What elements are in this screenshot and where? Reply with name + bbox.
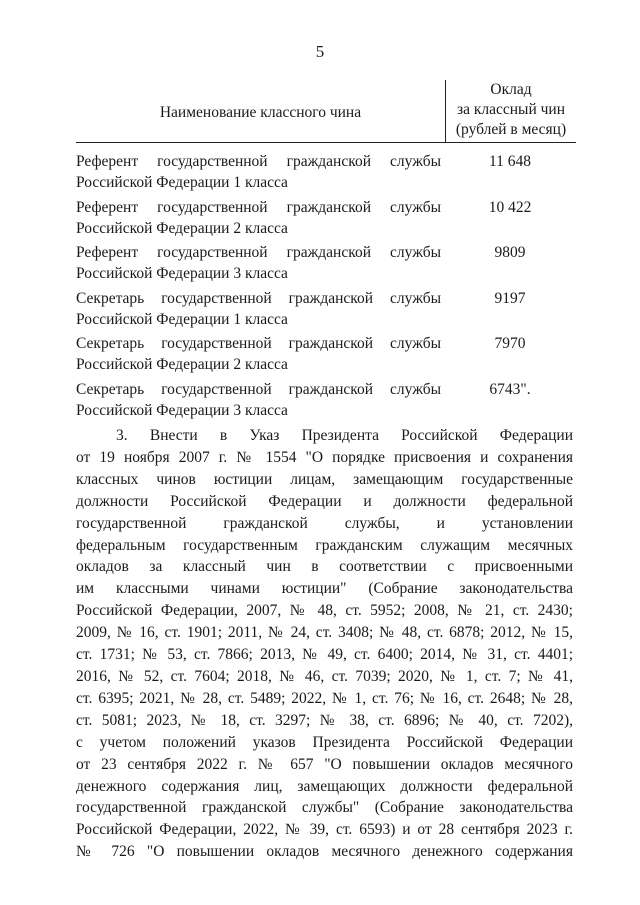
paragraph-line: ст. 1731; № 53, ст. 7866; 2013, № 49, ст. 6400; 2014, № 31, ст. 4401; <box>76 646 573 664</box>
header-salary-line: (рублей в месяц) <box>455 121 567 138</box>
paragraph-line: окладов за классный чин в соответствии с присвоенными <box>76 558 573 576</box>
salary-value: 11 648 <box>488 153 532 170</box>
paragraph-line: федеральным государственным гражданским служащим месячных <box>76 536 573 554</box>
rank-name-line: Референт государственной гражданской службы <box>76 244 441 261</box>
table-body <box>76 151 576 424</box>
rank-name-line: Российской Федерации 3 класса <box>76 265 288 282</box>
paragraph-line: с учетом положений указов Президента Российской Федерации <box>76 733 573 751</box>
paragraph-line: должности Российской Федерации и должности федеральной <box>76 492 573 510</box>
table-row <box>76 151 576 197</box>
rank-name-line: Российской Федерации 3 класса <box>76 401 288 419</box>
header-salary-line: Оклад <box>490 81 532 98</box>
table-row <box>76 333 576 379</box>
header-rank-name: Наименование классного чина <box>159 104 362 121</box>
paragraph-line: от 23 сентября 2022 г. № 657 "О повышении окладов месячного <box>76 755 573 773</box>
rank-name <box>76 288 441 330</box>
salary-value: 9197 <box>494 289 526 307</box>
paragraph-line: от 19 ноября 2007 г. № 1554 "О порядке присвоения и сохранения <box>76 448 573 466</box>
decree-paragraph <box>76 425 573 863</box>
paragraph-line: 2016, № 52, ст. 7604; 2018, № 46, ст. 7039; 2020, № 1, ст. 7; № 41, <box>76 667 573 685</box>
paragraph-line: классных чинов юстиции лицам, замещающим государственные <box>76 470 573 488</box>
paragraph-line: Российской Федерации, 2022, № 39, ст. 6593) и от 28 сентября 2023 г. <box>76 821 573 839</box>
rank-name-line: Секретарь государственной гражданской службы <box>76 380 441 398</box>
rank-name <box>76 379 441 421</box>
rank-name-line: Референт государственной гражданской службы <box>76 153 441 170</box>
paragraph-line: 3. Внести в Указ Президента Российской Федерации <box>116 427 573 444</box>
rank-name <box>76 151 441 193</box>
paragraph-line: им классными чинами юстиции" (Собрание законодательства <box>76 580 573 598</box>
salary-value: 7970 <box>494 335 526 352</box>
paragraph-line: ст. 6395; 2021, № 28, ст. 5489; 2022, № 1, ст. 76; № 16, ст. 2648; № 28, <box>76 689 573 707</box>
rank-name-line: Секретарь государственной гражданской службы <box>76 289 441 307</box>
rank-name-line: Референт государственной гражданской службы <box>76 198 441 216</box>
rank-name-line: Российской Федерации 1 класса <box>76 310 288 328</box>
paragraph-line: денежного содержания лиц, замещающих должности федеральной <box>76 777 573 795</box>
paragraph-line: 2009, № 16, ст. 1901; 2011, № 24, ст. 3408; № 48, ст. 6878; 2012, № 15, <box>76 624 573 642</box>
table-row <box>76 197 576 243</box>
salary-value: 6743". <box>489 380 531 398</box>
rank-name <box>76 197 441 239</box>
header-salary-line: за классный чин <box>456 101 566 118</box>
paragraph-line: Российской Федерации, 2007, № 48, ст. 5952; 2008, № 21, ст. 2430; <box>76 602 573 620</box>
paragraph-line: государственной гражданской службы" (Собрание законодательства <box>76 799 573 817</box>
paragraph-line: государственной гражданской службы, и установлении <box>76 514 573 532</box>
table-row <box>76 242 576 288</box>
rank-name-line: Российской Федерации 2 класса <box>76 356 288 373</box>
table-header <box>76 80 576 143</box>
salary-table <box>76 80 576 424</box>
table-row <box>76 288 576 334</box>
rank-name <box>76 333 441 375</box>
salary-value: 9809 <box>494 244 526 261</box>
paragraph-line: ст. 5081; 2023, № 18, ст. 3297; № 38, ст. 6896; № 40, ст. 7202), <box>76 711 573 729</box>
table-row <box>76 379 576 425</box>
header-salary <box>446 80 576 140</box>
rank-name-line: Российской Федерации 1 класса <box>76 174 288 191</box>
rank-name <box>76 242 441 284</box>
page-number: 5 <box>315 42 325 61</box>
paragraph-line: № 726 "О повышении окладов месячного денежного содержания <box>76 843 573 861</box>
salary-value: 10 422 <box>488 198 532 216</box>
rank-name-line: Секретарь государственной гражданской службы <box>76 335 441 352</box>
rank-name-line: Российской Федерации 2 класса <box>76 219 288 237</box>
